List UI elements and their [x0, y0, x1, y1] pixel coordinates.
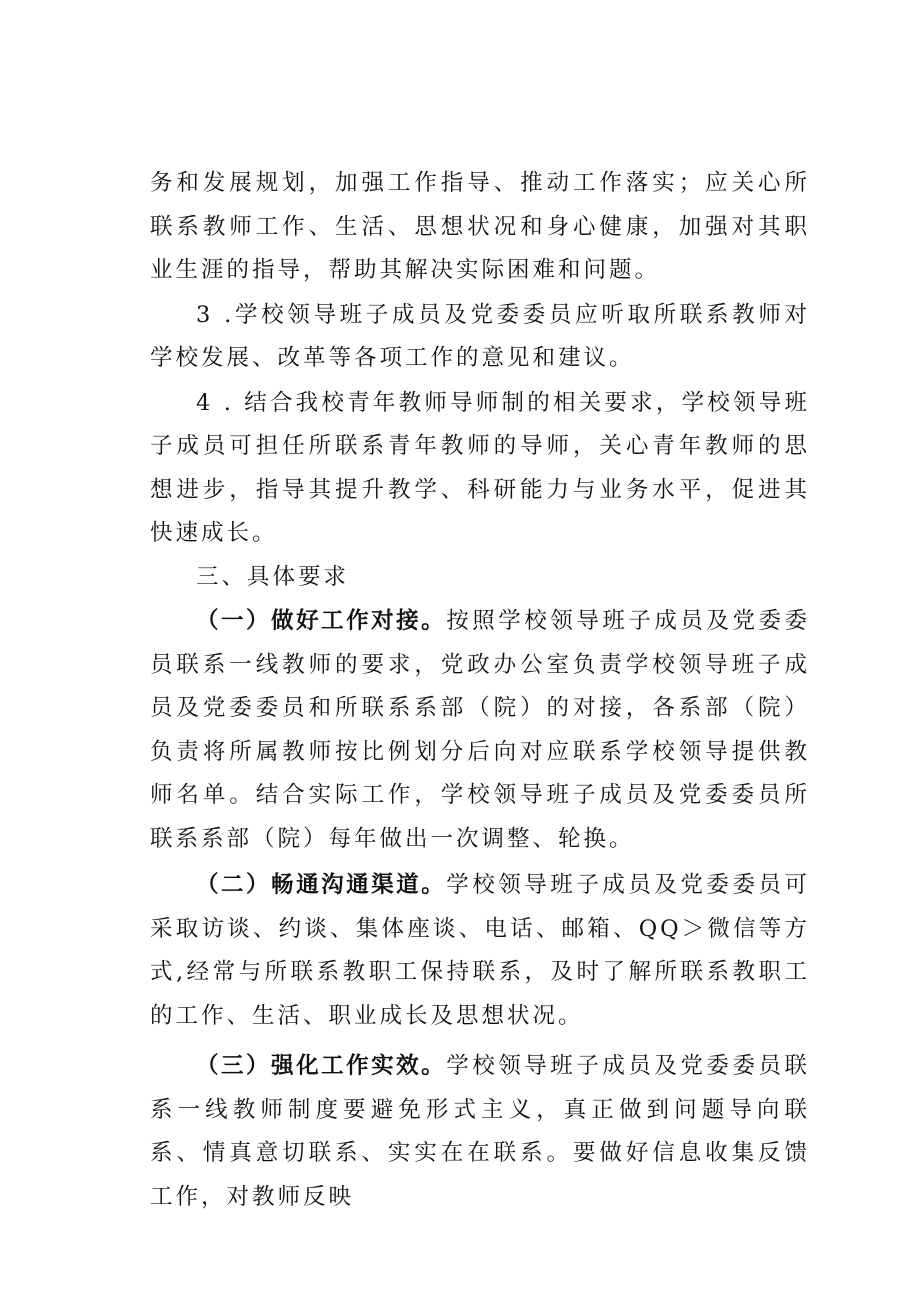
section-heading-specific-requirements: 三、具体要求 — [196, 563, 350, 590]
requirement-3-text: 学校领导班子成员及党委委员联系一线教师制度要避免形式主义，真正做到问题导向联系、情真意切联系、实实在在联系。要做好信息收集反馈工作，对教师反映 — [150, 1053, 810, 1210]
requirement-3-title: （三）强化工作实效。 — [196, 1053, 447, 1079]
requirement-1-title: （一）做好工作对接。 — [196, 608, 447, 634]
document-body — [150, 162, 810, 1219]
requirement-3 — [150, 1045, 810, 1219]
list-item-4: 4 . 结合我校青年教师导师制的相关要求，学校领导班子成员可担任所联系青年教师的导师，关心青年教师的思想进步，指导其提升教学、科研能力与业务水平，促进其快速成长。 — [150, 389, 810, 546]
paragraph-continuation: 务和发展规划，加强工作指导、推动工作落实；应关心所联系教师工作、生活、思想状况和身心健康，加强对其职业生涯的指导，帮助其解决实际困难和问题。 — [150, 170, 810, 283]
requirement-2-title: （二）畅通沟通渠道。 — [196, 872, 447, 898]
requirement-2-text: 学校领导班子成员及党委委员可采取访谈、约谈、集体座谈、电话、邮箱、QQ＞微信等方式,经常与所联系教职工保持联系，及时了解所联系教职工的工作、生活、职业成长及思想状况。 — [150, 872, 810, 1029]
requirement-2 — [150, 864, 810, 1038]
requirement-1 — [150, 600, 810, 861]
requirement-1-text: 按照学校领导班子成员及党委委员联系一线教师的要求，党政办公室负责学校领导班子成员及党委委员和所联系系部（院）的对接，各系部（院）负责将所属教师按比例划分后向对应联系学校领导提供教师名单。结合实际工作，学校领导班子成员及党委委员所联系系部（院）每年做出一次调整、轮换。 — [150, 608, 810, 852]
list-item-3: 3 .学校领导班子成员及党委委员应听取所联系教师对学校发展、改革等各项工作的意见和建议。 — [150, 301, 810, 371]
